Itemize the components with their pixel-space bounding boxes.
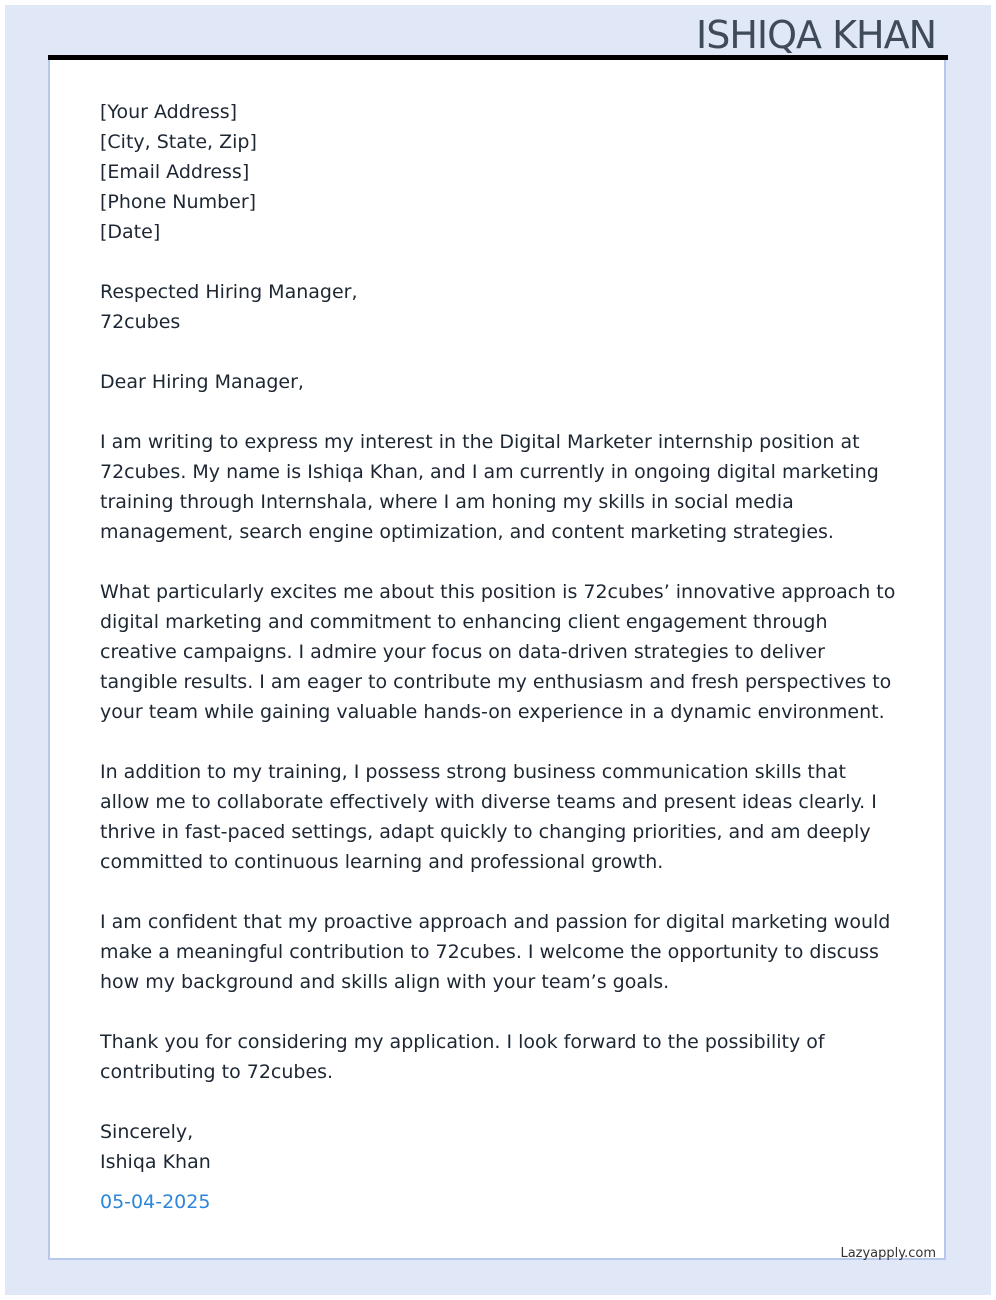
salutation: Dear Hiring Manager,	[100, 371, 304, 393]
recipient-company: 72cubes	[100, 311, 181, 333]
recipient-title: Respected Hiring Manager,	[100, 281, 358, 303]
sender-block	[100, 97, 900, 247]
body-paragraph: In addition to my training, I possess strong business communication skills that allow me to collaborate effectively with diverse teams and present ideas clearly. I thrive in fast-paced settings, adapt quickly to changing priorities, and am deeply committed to continuous learning and professional growth.	[100, 761, 877, 873]
sender-date: [Date]	[100, 221, 161, 243]
body-paragraph: What particularly excites me about this position is 72cubes’ innovative approach to digital marketing and commitment to enhancing client engagement through creative campaigns. I admire your focus on data-driven strategies to deliver tangible results. I am eager to contribute my enthusiasm and fresh perspectives to your team while gaining valuable hands-on experience in a dynamic environment.	[100, 581, 896, 723]
body-paragraph: I am writing to express my interest in the Digital Marketer internship position at 72cubes. My name is Ishiqa Khan, and I am currently in ongoing digital marketing training through Internshala, where I am honing my skills in social media management, search engine optimization, and content marketing strategies.	[100, 431, 879, 543]
sender-email: [Email Address]	[100, 161, 250, 183]
sender-phone: [Phone Number]	[100, 191, 257, 213]
closing-block	[100, 1117, 900, 1217]
sender-city-state-zip: [City, State, Zip]	[100, 131, 257, 153]
recipient-block	[100, 277, 900, 337]
letter-body	[100, 97, 900, 1217]
body-paragraph: Thank you for considering my application. I look forward to the possibility of contributing to 72cubes.	[100, 1031, 825, 1083]
signature-name: Ishiqa Khan	[100, 1151, 211, 1173]
watermark: Lazyapply.com	[840, 1246, 936, 1261]
valediction: Sincerely,	[100, 1121, 194, 1143]
sender-address: [Your Address]	[100, 101, 238, 123]
body-paragraph: I am confident that my proactive approach and passion for digital marketing would make a meaningful contribution to 72cubes. I welcome the opportunity to discuss how my background and skills align with your team’s goals.	[100, 911, 891, 993]
header-name: ISHIQA KHAN	[695, 13, 936, 57]
signed-date: 05-04-2025	[100, 1191, 211, 1213]
